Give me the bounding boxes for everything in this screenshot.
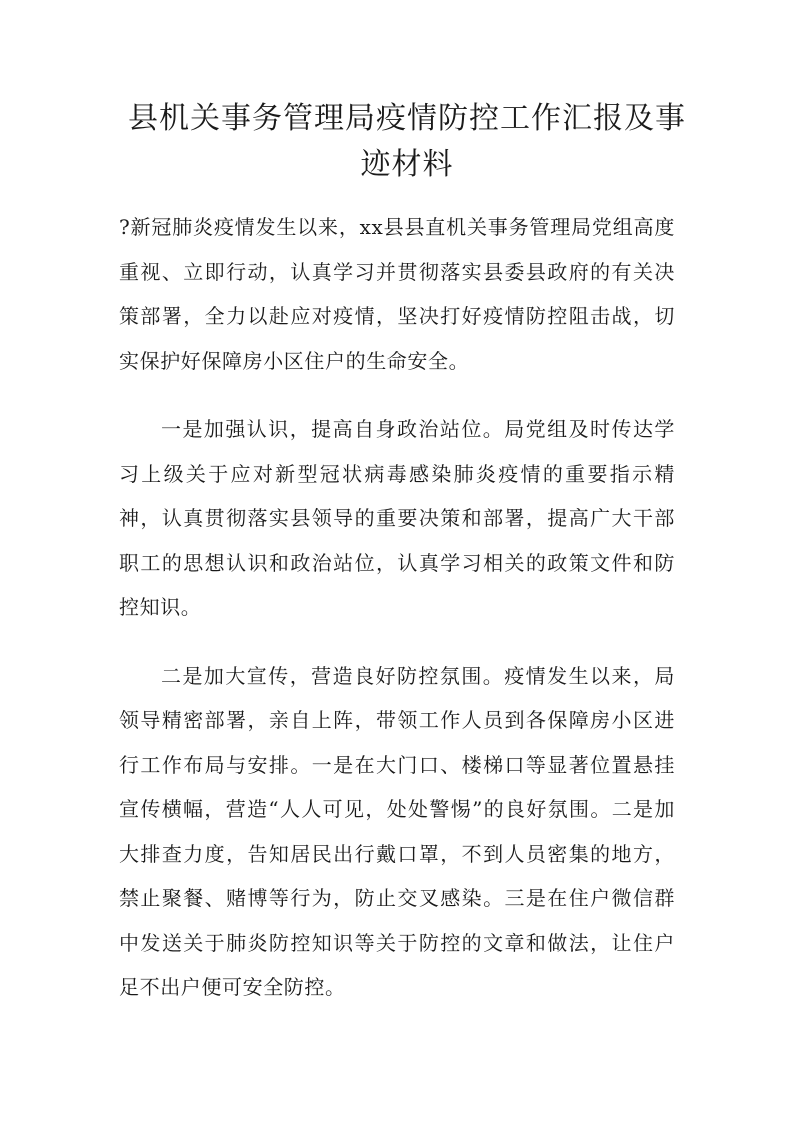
- paragraph-publicity: 二是加大宣传，营造良好防控氛围。疫情发生以来，局领导精密部署，亲自上阵，带领工作人员到各保障房小区进行工作布局与安排。一是在大门口、楼梯口等显著位置悬挂宣传横幅，营造“人人可见，处处警惕”的良好氛围。二是加大排查力度，告知居民出行戴口罩，不到人员密集的地方，禁止聚餐、赌博等行为，防止交叉感染。三是在住户微信群中发送关于肺炎防控知识等关于防控的文章和做法，让住户足不出户便可安全防控。: [119, 663, 675, 999]
- document-title: 县机关事务管理局疫情防控工作汇报及事迹材料: [128, 101, 686, 182]
- document-body: [119, 205, 675, 1034]
- paragraph-awareness: 一是加强认识，提高自身政治站位。局党组及时传达学习上级关于应对新型冠状病毒感染肺炎疫情的重要指示精神，认真贯彻落实县领导的重要决策和部署，提高广大干部职工的思想认识和政治站位，认真学习相关的政策文件和防控知识。: [119, 417, 675, 619]
- intro-paragraph: ?新冠肺炎疫情发生以来，xx县县直机关事务管理局党组高度重视、立即行动，认真学习并贯彻落实县委县政府的有关决策部署，全力以赴应对疫情，坚决打好疫情防控阻击战，切实保护好保障房小区住户的生命安全。: [119, 215, 675, 373]
